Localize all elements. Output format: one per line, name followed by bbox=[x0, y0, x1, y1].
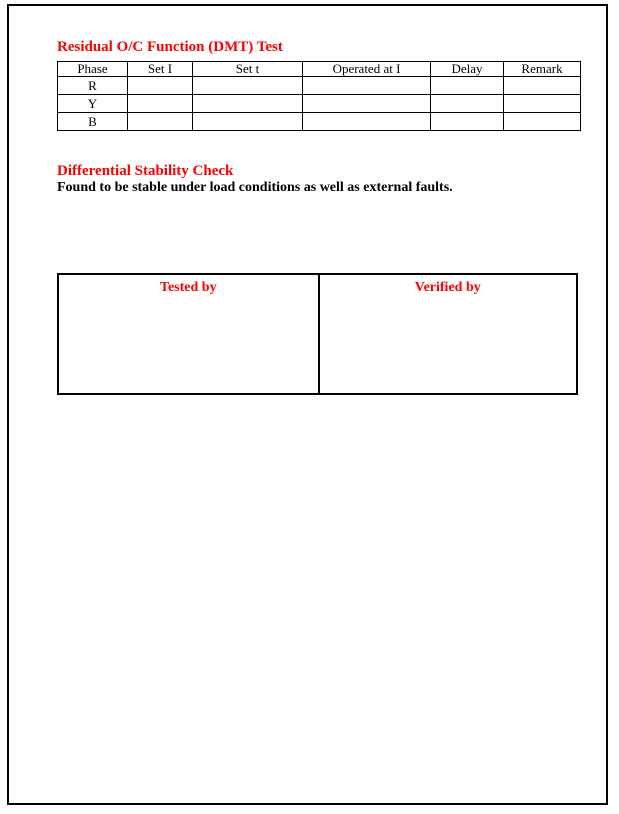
empty-cell bbox=[193, 95, 303, 113]
section-title-residual-oc: Residual O/C Function (DMT) Test bbox=[57, 39, 283, 55]
phase-cell: R bbox=[58, 77, 128, 95]
table-row-b bbox=[58, 113, 581, 131]
stability-result-text: Found to be stable under load conditions as well as external faults. bbox=[57, 180, 453, 195]
section-title-differential-stability: Differential Stability Check bbox=[57, 163, 234, 179]
empty-cell bbox=[193, 77, 303, 95]
empty-cell bbox=[431, 95, 504, 113]
table-header-row bbox=[58, 62, 581, 77]
column-header-delay: Delay bbox=[431, 62, 504, 77]
empty-cell bbox=[128, 77, 193, 95]
table-row-y bbox=[58, 95, 581, 113]
tested-by-cell bbox=[59, 275, 318, 393]
signature-box bbox=[57, 273, 578, 395]
empty-cell bbox=[504, 77, 581, 95]
empty-cell bbox=[504, 113, 581, 131]
empty-cell bbox=[303, 77, 431, 95]
column-header-remark: Remark bbox=[504, 62, 581, 77]
residual-oc-test-table bbox=[57, 61, 581, 131]
phase-cell: B bbox=[58, 113, 128, 131]
empty-cell bbox=[128, 95, 193, 113]
empty-cell bbox=[128, 113, 193, 131]
phase-cell: Y bbox=[58, 95, 128, 113]
column-header-operated-at-i: Operated at I bbox=[303, 62, 431, 77]
table-row-r bbox=[58, 77, 581, 95]
column-header-set-t: Set t bbox=[193, 62, 303, 77]
column-header-phase: Phase bbox=[58, 62, 128, 77]
empty-cell bbox=[431, 77, 504, 95]
empty-cell bbox=[193, 113, 303, 131]
empty-cell bbox=[303, 95, 431, 113]
verified-by-label: Verified by bbox=[414, 280, 481, 295]
column-header-set-i: Set I bbox=[128, 62, 193, 77]
empty-cell bbox=[504, 95, 581, 113]
tested-by-label: Tested by bbox=[159, 280, 217, 295]
empty-cell bbox=[303, 113, 431, 131]
verified-by-cell bbox=[318, 275, 577, 393]
empty-cell bbox=[431, 113, 504, 131]
